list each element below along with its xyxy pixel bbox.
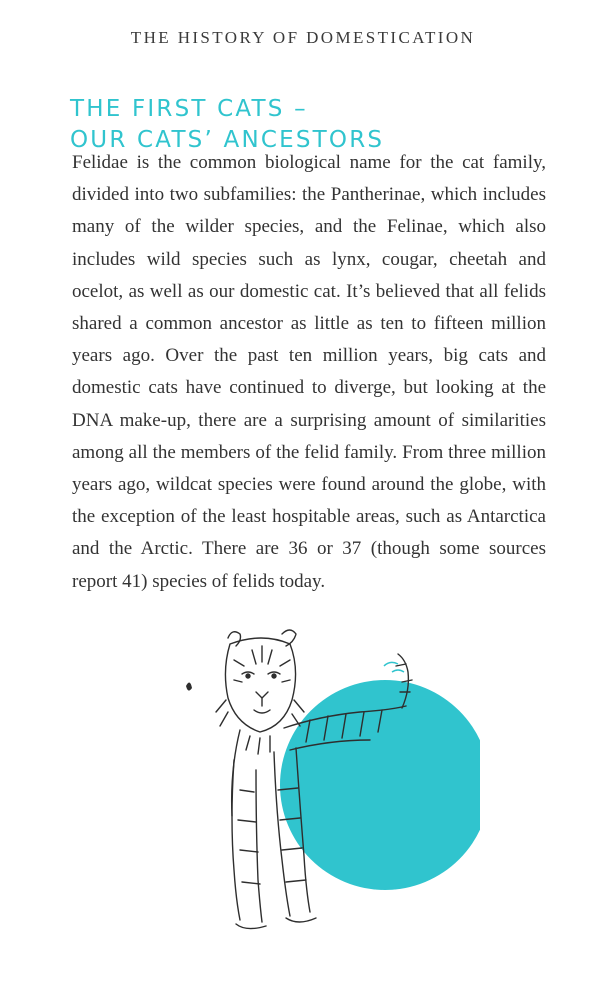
teal-circle: [280, 680, 480, 890]
sprig-mark: [384, 662, 404, 672]
running-head: THE HISTORY OF DOMESTICATION: [130, 28, 476, 47]
body-paragraph: Felidae is the common biological name for the cat family, divided into two subfamilies: the Pantherinae, which includes many of the wilder species, and the Felinae, which also includes wild species such as lynx, cougar, cheetah and ocelot, as well as our domestic cat. It’s believed that all felids shared a common ancestor as little as ten to fifteen million years ago. Over the past ten million years, big cats and domestic cats have continued to diverge, but looking at the DNA make-up, there are a surprising amount of similarities among all the members of the felid family. From three million years ago, wildcat species were found around the globe, with the exception of the least hospitable areas, such as Antarctica and the Arctic. There are 36 or 37 (though some sources report 41) species of felids today.: [72, 152, 546, 592]
section-title-line-1: THE FIRST CATS –: [70, 96, 308, 122]
leaf-mark: [186, 682, 192, 690]
tiger-illustration: [170, 620, 480, 950]
section-title-line-2: OUR CATS’ ANCESTORS: [70, 127, 385, 153]
